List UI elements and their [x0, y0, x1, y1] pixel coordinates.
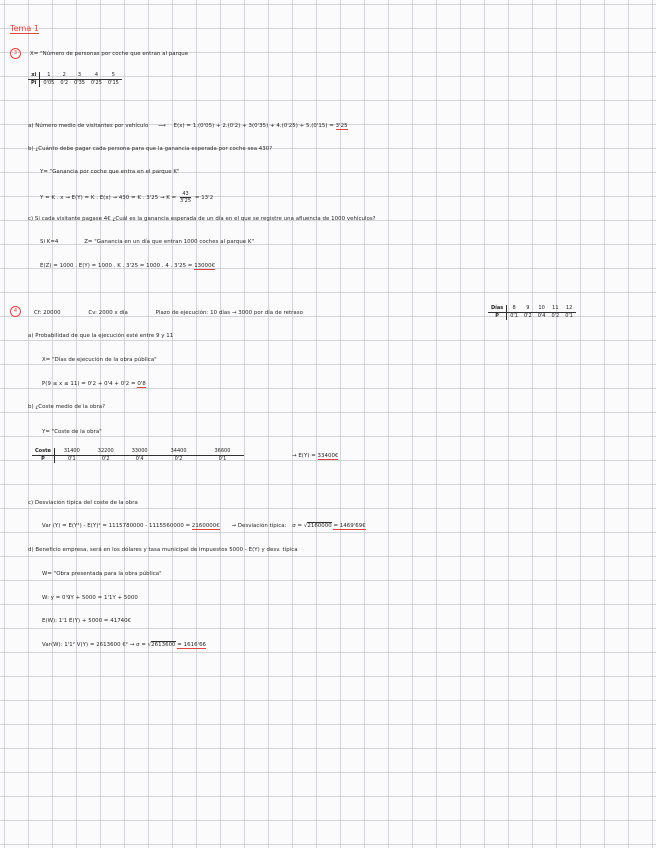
ex2-part-d-equation-1: W: y = 0'9Y + 5000 = 1'1Y + 5000 [42, 595, 138, 601]
ex2-part-a-equation: P(9 ≤ x ≤ 11) = 0'2 + 0'4 + 0'2 = 0'8 [42, 381, 146, 387]
table-cell: 8 [507, 305, 521, 313]
ex1-part-c-definition: Si K=4 Z= "Ganancia en un día que entran 1000 coches al parque K" [40, 239, 255, 245]
table-cell: 0'1 [565, 313, 573, 319]
ex1-probability-table [28, 72, 122, 87]
ex2-part-d-equation-3: Var(W): 1'1² V(Y) = 2613600 €² → σ = √2613600 = 1616'66 [42, 642, 207, 648]
table-cell: 31400 [54, 448, 88, 456]
ex2-part-a-question: a) Probabilidad de que la ejecución esté entre 9 y 11 [28, 333, 174, 339]
table-cell: 0'25 [90, 80, 102, 86]
table-cell: 0'1 [218, 456, 227, 462]
page-title: Tema 1 [10, 24, 40, 33]
ex1-part-b-definition: Y= "Ganancia por coche que entra en el parque K" [40, 169, 180, 175]
table-cell: 32200 [89, 448, 123, 456]
exercise-number-badge: 4 [10, 306, 21, 317]
ex2-cost-table [32, 448, 244, 463]
ex2-part-b-definition: Y= "Coste de la obra" [42, 429, 102, 435]
table-cell: 36600 [201, 448, 245, 456]
ex2-part-d-definition: W= "Obra presentada para la obra pública" [42, 571, 162, 577]
table-row-label: P [488, 313, 507, 321]
table-cell: 10 [535, 305, 549, 313]
ex2-days-table [488, 305, 576, 320]
table-cell: 34400 [157, 448, 201, 456]
ex1-statement: X= "Número de personas por coche que entran al parque [30, 51, 189, 57]
table-cell: 12 [562, 305, 576, 313]
ex2-part-c-question: c) Desviación típica del coste de la obra [28, 500, 138, 506]
table-cell: 0'4 [135, 456, 144, 462]
table-cell: 0'1 [510, 313, 518, 319]
table-cell: 0'2 [551, 313, 560, 319]
ex2-part-c-equation: Var (Y) = E(Y²) - E(Y)² = 1115780000 - 1115560000 = 2160000€ → Desviación típica: σ = √2160000 = 1469'69€ [42, 523, 366, 529]
ex2-part-d-question: d) Beneficio empresa, será en los dólares y tasa municipal de impuestos 5000 - E(Y) y desv. típica [28, 547, 298, 553]
ex1-part-c-equation: E(Z) = 1000 . E(Y) = 1000 . K . 3'25 = 1000 . 4 . 3'25 = 13000€ [40, 263, 216, 269]
table-cell: 0'15 [107, 80, 119, 86]
exercise-number-badge: 3 [10, 48, 21, 59]
ex2-part-b-question: b) ¿Coste medio de la obra? [28, 404, 106, 410]
table-cell: 33000 [123, 448, 157, 456]
ex2-part-a-definition: X= "Días de ejecución de la obra pública" [42, 357, 157, 363]
ex1-part-b-question: b) ¿Cuánto debe pagar cada persona para que la ganancia esperada por coche sea 430? [28, 146, 273, 152]
ex1-part-b-equation: Y = K . x → E(Y) = K . E(x) → 430 = K . 3'25 → K = $\frac{43}{3'25}$ = 13'2 [40, 191, 214, 204]
ex2-intro: Cf: 20000 Cv: 2000 x día Plazo de ejecución: 10 días → 3000 por día de retraso [34, 310, 303, 316]
table-cell: 2 [57, 72, 71, 80]
table-cell: 0'4 [537, 313, 546, 319]
table-row-label: xi [28, 72, 40, 80]
table-cell: 3 [71, 72, 88, 80]
ex1-part-c-question: c) Si cada visitante pagase 4€ ¿Cuál es la ganancia esperada de un día en el que se registre una afluencia de 1000 vehículos? [28, 216, 376, 222]
table-cell: 1 [40, 72, 57, 80]
ex1-part-a: a) Número medio de visitantes por vehículo ⟶ E(x) = 1.(0'05) + 2.(0'2) + 3(0'35) + 4.(0'25) + 5.(0'15) = 3'25 [28, 123, 348, 129]
table-row-label: Días [488, 305, 507, 313]
table-row-label: Pi [28, 80, 40, 88]
ex2-part-b-result: → E(Y) = 33400€ [292, 453, 339, 459]
table-cell: 4 [88, 72, 105, 80]
table-cell: 0'2 [60, 80, 69, 86]
table-row-label: Coste [32, 448, 54, 456]
table-cell: 0'05 [43, 80, 55, 86]
table-cell: 0'2 [101, 456, 110, 462]
table-cell: 0'2 [174, 456, 183, 462]
table-cell: 9 [521, 305, 535, 313]
table-cell: 0'1 [67, 456, 76, 462]
table-cell: 11 [548, 305, 562, 313]
table-row-label: P [32, 456, 54, 464]
table-cell: 0'2 [523, 313, 532, 319]
table-cell: 0'35 [74, 80, 85, 86]
table-cell: 5 [105, 72, 122, 80]
ex2-part-d-equation-2: E(W): 1'1 E(Y) + 5000 = 41740€ [42, 618, 132, 624]
